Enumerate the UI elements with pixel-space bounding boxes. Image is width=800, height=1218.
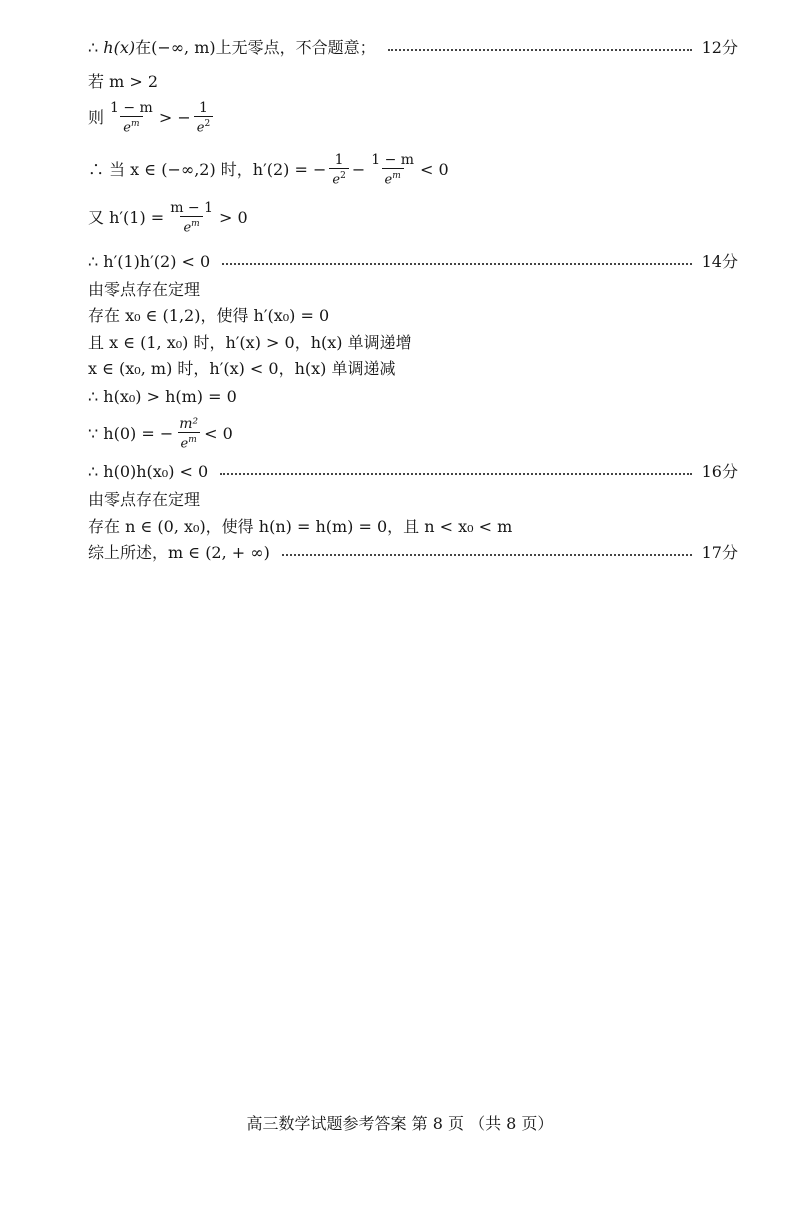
score-12: 12分 [701,38,738,57]
line-13-text: ∴ h(0)h(x₀) < 0 [88,462,209,481]
line-15: 存在 n ∈ (0, x₀)，使得 h(n) = h(m) = 0，且 n < x₀ < m [88,517,513,536]
page-footer: 高三数学试题参考答案 第 8 页 （共 8 页） [246,1114,554,1133]
line-3: 则 $\frac{1 - m}{e^m}$ > − $\frac{1}{e^2}$ [88,100,738,135]
line-1-text: ∴ h(x)在(−∞, m)上无零点，不合题意； [88,38,376,57]
fraction-6: $\frac{\text{m²}}{e^m}$ [179,416,199,452]
score-17: 17分 [701,543,738,562]
dot-leader [220,473,691,475]
line-16-text: 综上所述，m ∈ (2, + ∞) [88,543,270,562]
fraction-2: $\frac{1}{e^2}$ [194,100,213,135]
score-16: 16分 [701,462,738,481]
line-5: 又 h′(1) = $\frac{m - 1}{e^m}$ > 0 [88,200,248,236]
fraction-1: $\frac{1 - m}{e^m}$ [110,100,153,136]
line-14: 由零点存在定理 [88,490,201,509]
line-4: ∴ 当 x ∈ (−∞,2) 时，h′(2) = − $\frac{1}{e^2}$ − $\frac{1 - m}{e^m}$ < 0 [88,152,449,188]
line-10: x ∈ (x₀, m) 时，h′(x) < 0，h(x) 单调递减 [88,359,396,378]
dot-leader [282,554,692,556]
line-12: ∵ h(0) = − $\frac{\text{m²}}{e^m}$ < 0 [88,416,233,452]
score-14: 14分 [701,252,738,271]
line-8: 存在 x₀ ∈ (1,2)，使得 h′(x₀) = 0 [88,306,330,325]
line-6 [88,252,738,272]
line-9: 且 x ∈ (1, x₀) 时，h′(x) > 0，h(x) 单调递增 [88,333,412,352]
line-13 [88,462,738,482]
line-7: 由零点存在定理 [88,280,201,299]
dot-leader [388,49,692,51]
line-11: ∴ h(x₀) > h(m) = 0 [88,387,237,406]
dot-leader [222,263,691,265]
fraction-4: $\frac{1 - m}{e^m}$ [371,152,415,188]
fraction-3: $\frac{1}{e^2}$ [329,152,348,187]
line-6-text: ∴ h′(1)h′(2) < 0 [88,252,211,271]
line-1 [88,38,738,58]
line-16 [88,543,738,563]
line-2: 若 m > 2 [88,72,159,91]
fraction-5: $\frac{m - 1}{e^m}$ [170,200,214,236]
